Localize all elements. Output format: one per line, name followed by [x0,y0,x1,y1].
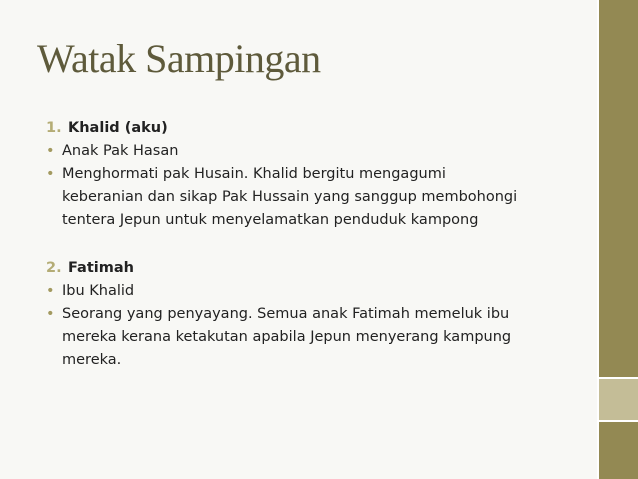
bullet-item [46,140,586,163]
sidebar-accent-block [599,377,638,422]
section-number: 2. [46,260,62,276]
bullet-item [46,163,586,186]
bullet-text: Anak Pak Hasan [62,143,179,159]
section-name: Khalid (aku) [68,120,168,136]
bullet-continuation [46,349,586,372]
section-name: Fatimah [68,260,134,276]
section-number: 1. [46,120,62,136]
bullet-continuation [46,209,586,232]
sidebar-accent-line-bottom [599,420,638,422]
bullet-text: tentera Jepun untuk menyelamatkan penduduk kampong [62,212,479,228]
bullet-item [46,280,586,303]
bullet-icon: • [46,283,55,299]
bullet-icon: • [46,306,55,322]
bullet-text: Seorang yang penyayang. Semua anak Fatimah memeluk ibu [62,306,510,322]
slide-content [46,117,586,372]
section-heading-1 [46,117,586,140]
slide-title: Watak Sampingan [37,36,321,81]
section-gap [46,232,586,257]
bullet-text: Menghormati pak Husain. Khalid bergitu mengagumi [62,166,446,182]
bullet-continuation [46,326,586,349]
bullet-icon: • [46,166,55,182]
bullet-icon: • [46,143,55,159]
decorative-sidebar [597,0,638,479]
bullet-text: mereka kerana ketakutan apabila Jepun menyerang kampung [62,329,512,345]
bullet-continuation [46,186,586,209]
bullet-text: Ibu Khalid [62,283,135,299]
sidebar-accent-line-top [599,377,638,379]
bullet-item [46,303,586,326]
bullet-text: keberanian dan sikap Pak Hussain yang sanggup membohongi [62,189,518,205]
section-heading-2 [46,257,586,280]
bullet-text: mereka. [62,352,122,368]
